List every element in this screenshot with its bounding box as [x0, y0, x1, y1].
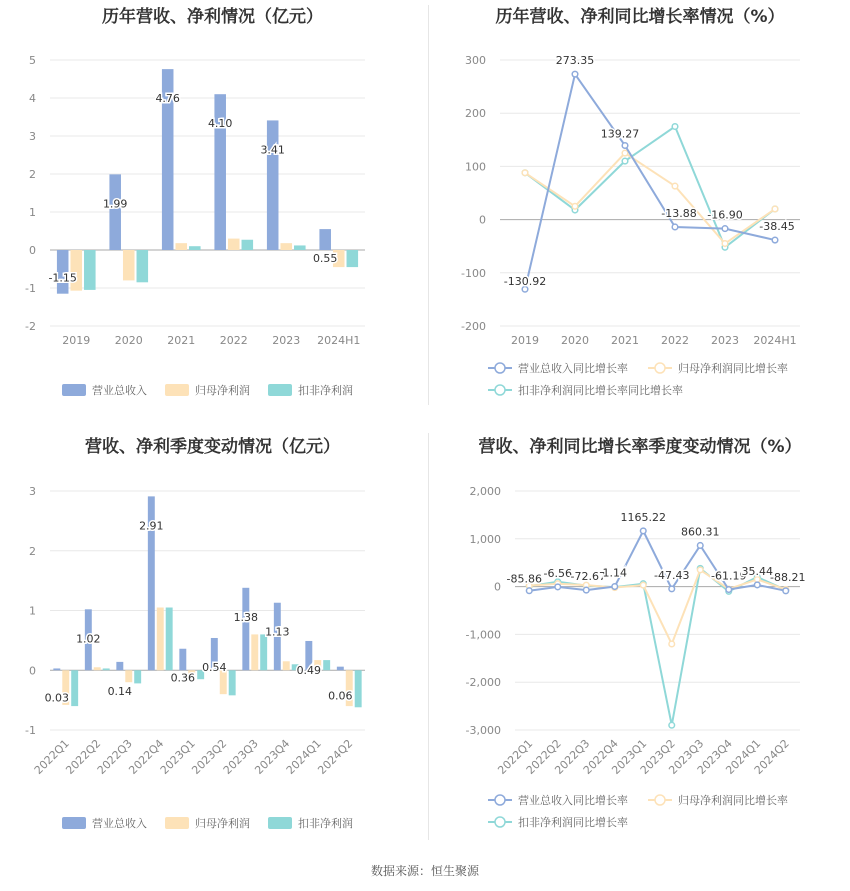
x-tick-label: 2022Q1	[495, 736, 536, 777]
legend-label: 营业总收入	[92, 384, 147, 397]
point-1	[697, 567, 703, 573]
y-tick-label: -2,000	[465, 676, 501, 690]
bar-quarter-bar-s2	[166, 608, 173, 671]
x-tick-label: 2023Q3	[666, 736, 707, 777]
bar-quarter-bar-s1	[125, 670, 132, 682]
x-tick-label: 2023Q4	[252, 736, 293, 777]
point-1	[772, 206, 778, 212]
panel-annual-line	[430, 0, 850, 420]
x-tick-label: 2024H1	[317, 334, 361, 347]
y-tick-label: 3	[29, 485, 36, 498]
data-label: -72.67	[570, 570, 606, 584]
data-label: -85.86	[506, 572, 542, 586]
data-label: 1.02	[76, 632, 101, 646]
data-label: -6.56	[543, 566, 572, 580]
x-tick-label: 2023Q1	[157, 736, 198, 777]
data-label: 1.99	[102, 197, 128, 211]
data-label: 139.27	[600, 127, 640, 141]
y-tick-label: -200	[461, 320, 486, 333]
y-tick-label: -3,000	[465, 724, 501, 737]
y-tick-label: 0	[29, 244, 36, 257]
bar-annual-bar-s2	[294, 245, 306, 250]
legend-swatch	[165, 817, 189, 829]
data-label: 0.49	[296, 663, 322, 677]
bar-annual-bar-s1	[175, 243, 187, 250]
data-label: -130.92	[503, 275, 547, 289]
point-1	[722, 241, 728, 247]
y-tick-label: 4	[29, 92, 36, 105]
bar-annual-bar-s1	[228, 239, 240, 250]
panel-annual-bar	[0, 0, 425, 420]
x-tick-label: 2023	[711, 334, 739, 347]
data-label: 273.35	[555, 54, 595, 68]
data-label: -61.19	[711, 569, 747, 583]
point-0	[783, 588, 789, 594]
x-tick-label: 2022Q2	[63, 736, 104, 777]
y-tick-label: 1	[29, 206, 36, 219]
y-tick-label: -1,000	[465, 628, 501, 642]
legend-swatch	[165, 384, 189, 396]
y-tick-label: -1	[25, 282, 36, 295]
point-0	[612, 584, 618, 590]
series-line-2	[529, 568, 786, 725]
legend-label: 扣非净利润同比增长率	[518, 816, 628, 829]
bar-annual-bar-s2	[84, 250, 96, 290]
point-1	[672, 183, 678, 189]
bar-annual-bar-s0	[267, 120, 279, 250]
bar-quarter-bar-s1	[157, 608, 164, 671]
point-0	[583, 587, 589, 593]
legend-marker	[655, 795, 665, 805]
point-0	[697, 543, 703, 549]
bar-annual-bar-s1	[280, 243, 292, 250]
data-label: -1.15	[48, 271, 77, 285]
data-label: -13.88	[661, 206, 697, 220]
bar-quarter-bar-s2	[323, 660, 330, 670]
bar-quarter-bar-s1	[94, 667, 101, 670]
y-tick-label: 3	[29, 130, 36, 143]
point-0	[669, 586, 675, 592]
x-tick-label: 2020	[114, 334, 143, 347]
legend-marker	[495, 363, 505, 373]
y-tick-label: 100	[465, 160, 486, 174]
data-label: 1165.22	[620, 510, 666, 524]
x-tick-label: 2023Q2	[189, 736, 230, 777]
data-label: 0.55	[312, 252, 338, 266]
point-0	[722, 226, 728, 232]
x-tick-label: 2022Q4	[126, 736, 167, 777]
legend-label: 扣非净利润同比增长率同比增长率	[518, 384, 683, 397]
x-tick-label: 2024H1	[753, 334, 797, 347]
point-1	[669, 641, 675, 647]
x-tick-label: 2023Q2	[637, 736, 678, 777]
x-tick-label: 2022	[219, 334, 248, 347]
point-0	[672, 224, 678, 230]
legend-swatch	[268, 817, 292, 829]
point-0	[555, 584, 561, 590]
data-label: 0.36	[170, 671, 196, 685]
legend-marker	[655, 363, 665, 373]
x-tick-label: 2019	[511, 334, 539, 347]
x-tick-label: 2021	[167, 334, 196, 347]
data-label: -47.43	[654, 568, 690, 582]
data-label: 4.76	[155, 92, 180, 106]
chart-title: 营收、净利季度变动情况（亿元）	[85, 437, 340, 457]
legend-label: 归母净利润	[195, 817, 250, 830]
data-source-note: 数据来源：恒生聚源	[370, 864, 479, 878]
bar-quarter-bar-s0	[53, 668, 60, 670]
annual-bar-chart	[0, 0, 425, 420]
x-tick-label: 2024Q1	[723, 736, 764, 777]
legend-marker	[495, 817, 505, 827]
legend-label: 营业总收入	[92, 817, 147, 830]
x-tick-label: 2023Q4	[694, 736, 735, 777]
data-label: 0.54	[202, 660, 227, 674]
legend-label: 营业总收入同比增长率	[518, 794, 628, 807]
point-1	[522, 170, 528, 176]
point-2	[669, 722, 675, 728]
bar-annual-bar-s0	[109, 174, 121, 250]
point-1	[640, 582, 646, 588]
x-tick-label: 2022Q4	[580, 736, 621, 777]
x-tick-label: 2023	[272, 334, 301, 347]
panel-quarter-line	[430, 430, 850, 850]
point-0	[754, 582, 760, 588]
data-label: -38.45	[759, 220, 795, 234]
legend-label: 归母净利润	[195, 384, 250, 397]
y-tick-label: -1	[25, 724, 36, 737]
bar-quarter-bar-s2	[71, 670, 78, 706]
point-2	[622, 158, 628, 164]
bar-annual-bar-s2	[347, 250, 359, 267]
y-tick-label: 200	[465, 107, 486, 121]
vertical-divider-bottom	[428, 433, 429, 840]
quarter-line-chart	[430, 430, 850, 850]
data-label: 0.14	[107, 684, 133, 698]
data-label: -16.90	[707, 208, 743, 222]
y-tick-label: 2	[29, 168, 36, 181]
data-label: 2.91	[139, 519, 164, 533]
point-0	[640, 528, 646, 534]
y-tick-label: 0	[29, 664, 36, 678]
legend-label: 扣非净利润	[298, 817, 353, 830]
point-0	[772, 237, 778, 243]
chart-title: 历年营收、净利同比增长率情况（%）	[495, 7, 785, 27]
data-label: 860.31	[681, 525, 720, 539]
data-label: 4.10	[207, 117, 233, 131]
point-0	[622, 143, 628, 149]
point-1	[572, 204, 578, 210]
series-line-0	[525, 74, 775, 289]
bar-annual-bar-s1	[123, 250, 135, 280]
bar-quarter-bar-s0	[116, 662, 123, 670]
x-tick-label: 2024Q2	[751, 736, 792, 777]
y-tick-label: 0	[494, 580, 501, 594]
y-tick-label: 1	[29, 604, 36, 618]
y-tick-label: 300	[465, 54, 486, 67]
bar-quarter-bar-s2	[260, 634, 267, 670]
point-2	[672, 124, 678, 130]
point-0	[572, 71, 578, 77]
y-tick-label: 0	[479, 213, 486, 227]
x-tick-label: 2022	[661, 334, 689, 347]
legend-swatch	[62, 817, 86, 829]
x-tick-label: 2021	[611, 334, 639, 347]
point-1	[622, 150, 628, 156]
data-label: 1.13	[265, 625, 290, 639]
annual-line-chart	[430, 0, 850, 420]
chart-title: 历年营收、净利情况（亿元）	[102, 7, 323, 27]
x-tick-label: 2024Q2	[315, 736, 356, 777]
y-tick-label: 1,000	[469, 532, 501, 546]
data-label: 3.41	[260, 143, 285, 157]
y-tick-label: -2	[25, 320, 36, 333]
data-label: 0.06	[328, 689, 353, 703]
legend-label: 扣非净利润	[298, 384, 353, 397]
data-label: -88.21	[770, 570, 806, 584]
data-label: 1.38	[233, 610, 259, 624]
bar-quarter-bar-s0	[242, 588, 249, 670]
bar-quarter-bar-s2	[103, 668, 110, 670]
bar-quarter-bar-s1	[251, 634, 258, 670]
x-tick-label: 2022Q1	[31, 736, 72, 777]
legend-marker	[495, 795, 505, 805]
bar-quarter-bar-s0	[179, 649, 186, 671]
legend-label: 归母净利润同比增长率	[678, 362, 788, 375]
chart-title: 营收、净利同比增长率季度变动情况（%）	[478, 437, 802, 457]
y-tick-label: 2	[29, 544, 36, 558]
legend-label: 营业总收入同比增长率	[518, 362, 628, 375]
x-tick-label: 2022Q2	[523, 736, 564, 777]
x-tick-label: 2022Q3	[552, 736, 593, 777]
data-label: 1.14	[602, 566, 627, 580]
bar-quarter-bar-s2	[134, 670, 141, 683]
bar-quarter-bar-s2	[229, 670, 236, 695]
x-tick-label: 2020	[561, 334, 589, 347]
bar-quarter-bar-s1	[283, 661, 290, 670]
quarter-bar-chart	[0, 430, 425, 850]
legend-marker	[495, 385, 505, 395]
bar-annual-bar-s2	[242, 240, 254, 250]
y-tick-label: 5	[29, 54, 36, 67]
x-tick-label: 2022Q3	[94, 736, 135, 777]
vertical-divider-top	[428, 5, 429, 405]
bar-annual-bar-s2	[189, 246, 201, 250]
x-tick-label: 2023Q1	[609, 736, 650, 777]
legend-swatch	[268, 384, 292, 396]
bar-quarter-bar-s0	[337, 667, 344, 671]
legend-swatch	[62, 384, 86, 396]
point-0	[726, 587, 732, 593]
data-label: 35.44	[741, 564, 773, 578]
x-tick-label: 2024Q1	[283, 736, 324, 777]
bar-annual-bar-s2	[137, 250, 149, 282]
y-tick-label: 2,000	[469, 485, 501, 498]
y-tick-label: -100	[461, 266, 486, 280]
x-tick-label: 2023Q3	[220, 736, 261, 777]
legend-label: 归母净利润同比增长率	[678, 794, 788, 807]
point-0	[526, 588, 532, 594]
x-tick-label: 2019	[62, 334, 91, 347]
bar-quarter-bar-s2	[355, 670, 362, 707]
bar-annual-bar-s0	[319, 229, 331, 250]
data-label: 0.03	[44, 691, 70, 705]
panel-quarter-bar	[0, 430, 425, 850]
